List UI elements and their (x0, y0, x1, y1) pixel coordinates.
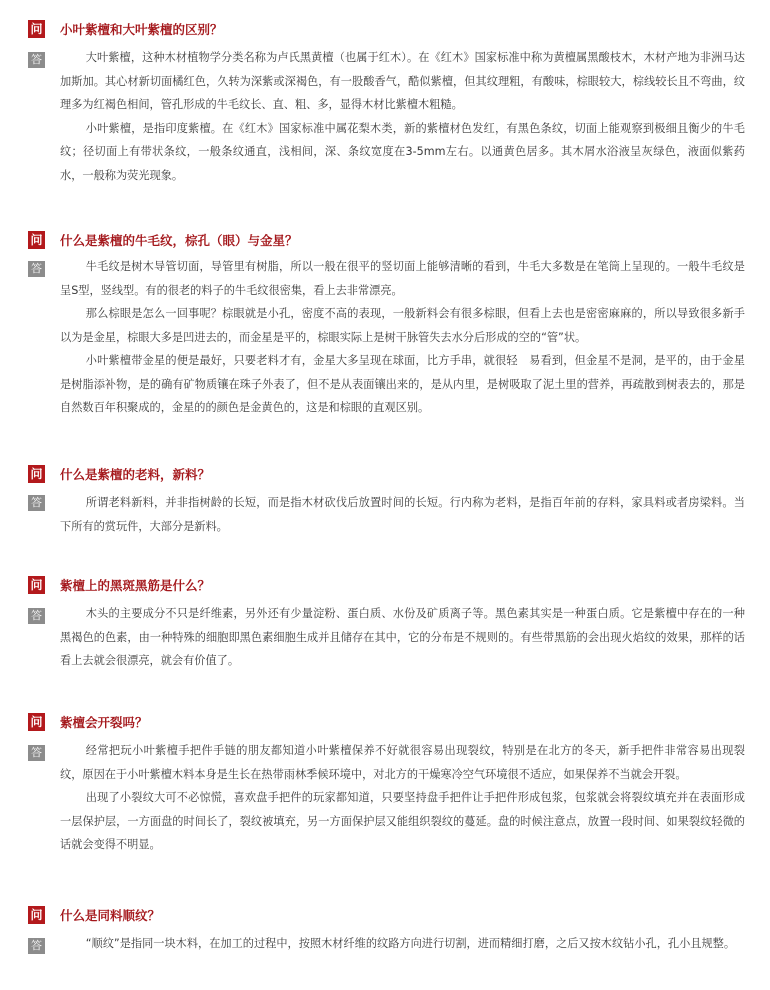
answer-paragraph: 小叶紫檀带金星的便是最好，只要老料才有，金星大多呈现在球面，比方手串，就很轻 易看到，但金星不是洞，是平的，由于金星是树脂添补物，是的确有矿物质镶在珠子外表了，但不是从表面镶出来的，是从内里，是树吸取了泥土里的营养，再疏散到树表去的，那是自然数百年积聚成的，金星的的颜色是金黄色的，这是和棕眼的直观区别。 (60, 354, 745, 414)
question-badge: 问 (28, 465, 45, 483)
answer-badge: 答 (28, 52, 45, 68)
question-row (0, 713, 770, 733)
question-text: 什么是紫檀的牛毛纹，棕孔（眼）与金星？ (60, 233, 298, 248)
answer-badge: 答 (28, 745, 45, 761)
answer-body (60, 739, 745, 857)
answer-body (60, 932, 745, 956)
answer-paragraph: 所谓老料新料，并非指树龄的长短，而是指木材砍伐后放置时间的长短。行内称为老料，是指百年前的存料，家具料或者房梁料。当下所有的赏玩件，大部分是新料。 (60, 496, 745, 533)
question-text: 紫檀上的黑斑黑筋是什么？ (60, 578, 211, 593)
question-text: 小叶紫檀和大叶紫檀的区别？ (60, 22, 223, 37)
question-badge: 问 (28, 20, 45, 38)
answer-paragraph: 木头的主要成分不只是纤维素，另外还有少量淀粉、蛋白质、水份及矿质离子等。黑色素其实是一种蛋白质。它是紫檀中存在的一种黑褐色的色素，由一种特殊的细胞即黑色素细胞生成并且储存在其中，它的分布是不规则的。有些带黑筋的会出现火焰纹的效果，那样的话看上去就会很漂亮，就会有价值了。 (60, 607, 745, 667)
question-row (0, 576, 770, 596)
answer-body (60, 255, 745, 420)
question-badge: 问 (28, 576, 45, 594)
answer-badge: 答 (28, 261, 45, 277)
question-text: 什么是同料顺纹？ (60, 908, 161, 923)
question-row (0, 906, 770, 926)
answer-badge: 答 (28, 495, 45, 511)
answer-paragraph: 牛毛纹是树木导管切面，导管里有树脂，所以一般在很平的竖切面上能够清晰的看到，牛毛大多数是在笔筒上呈现的。一般牛毛纹是呈S型，竖线型。有的很老的料子的牛毛纹很密集，看上去非常漂亮。 (60, 260, 745, 297)
question-badge: 问 (28, 231, 45, 249)
answer-badge: 答 (28, 608, 45, 624)
answer-paragraph: 小叶紫檀，是指印度紫檀。在《红木》国家标准中属花梨木类，新的紫檀材色发红，有黑色条纹，切面上能观察到极细且衡少的牛毛纹；径切面上有带状条纹，一般条纹通直，浅相间，深、条纹宽度在3-5mm左右。以通黄色居多。其木屑水浴液呈灰绿色，液面似紫药水，一般称为荧光现象。 (60, 121, 745, 182)
question-row (0, 465, 770, 485)
answer-body (60, 602, 745, 673)
answer-paragraph: 经常把玩小叶紫檀手把件手链的朋友都知道小叶紫檀保养不好就很容易出现裂纹，特别是在北方的冬天，新手把件非常容易出现裂纹，原因在于小叶紫檀木料本身是生长在热带雨林季候环境中，对北方的干燥寒冷空气环境很不适应，如果保养不当就会开裂。 (60, 744, 745, 781)
answer-body (60, 491, 745, 538)
answer-badge: 答 (28, 938, 45, 954)
answer-paragraph: 出现了小裂纹大可不必惊慌，喜欢盘手把件的玩家都知道，只要坚持盘手把件让手把件形成包浆，包浆就会将裂纹填充并在表面形成一层保护层，一方面盘的时间长了，裂纹被填充，另一方面保护层又能组织裂纹的蔓延。盘的时候注意点，放置一段时间、如果裂纹轻微的话就会变得不明显。 (60, 791, 745, 851)
question-badge: 问 (28, 713, 45, 731)
answer-paragraph: “顺纹”是指同一块木料，在加工的过程中，按照木材纤维的纹路方向进行切割，进而精细打磨，之后又按木纹钻小孔，孔小且规整。 (85, 937, 736, 950)
question-text: 什么是紫檀的老料，新料？ (60, 467, 211, 482)
question-row (0, 231, 770, 251)
question-row (0, 20, 770, 40)
answer-paragraph: 那么棕眼是怎么一回事呢？棕眼就是小孔，密度不高的表现，一般新料会有很多棕眼，但看上去也是密密麻麻的，所以导致很多新手以为是金星，棕眼大多是凹进去的，而金星是平的，棕眼实际上是树干脉管失去水分后形成的空的“管”状。 (60, 307, 745, 344)
answer-paragraph: 大叶紫檀，这种木材植物学分类名称为卢氏黑黄檀（也属于红木）。在《红木》国家标准中称为黄檀属黑酸枝木，木材产地为非洲马达加斯加。其心材新切面橘红色，久转为深紫或深褐色，有一股酸香气，酷似紫檀，但其纹理粗，有酸味，棕眼较大，棕线较长且不弯曲，纹理多为红褐色相间，管孔形成的牛毛纹长、直、粗、多，显得木材比紫檀木粗糙。 (60, 51, 745, 111)
question-badge: 问 (28, 906, 45, 924)
answer-body (60, 46, 745, 187)
question-text: 紫檀会开裂吗？ (60, 715, 148, 730)
